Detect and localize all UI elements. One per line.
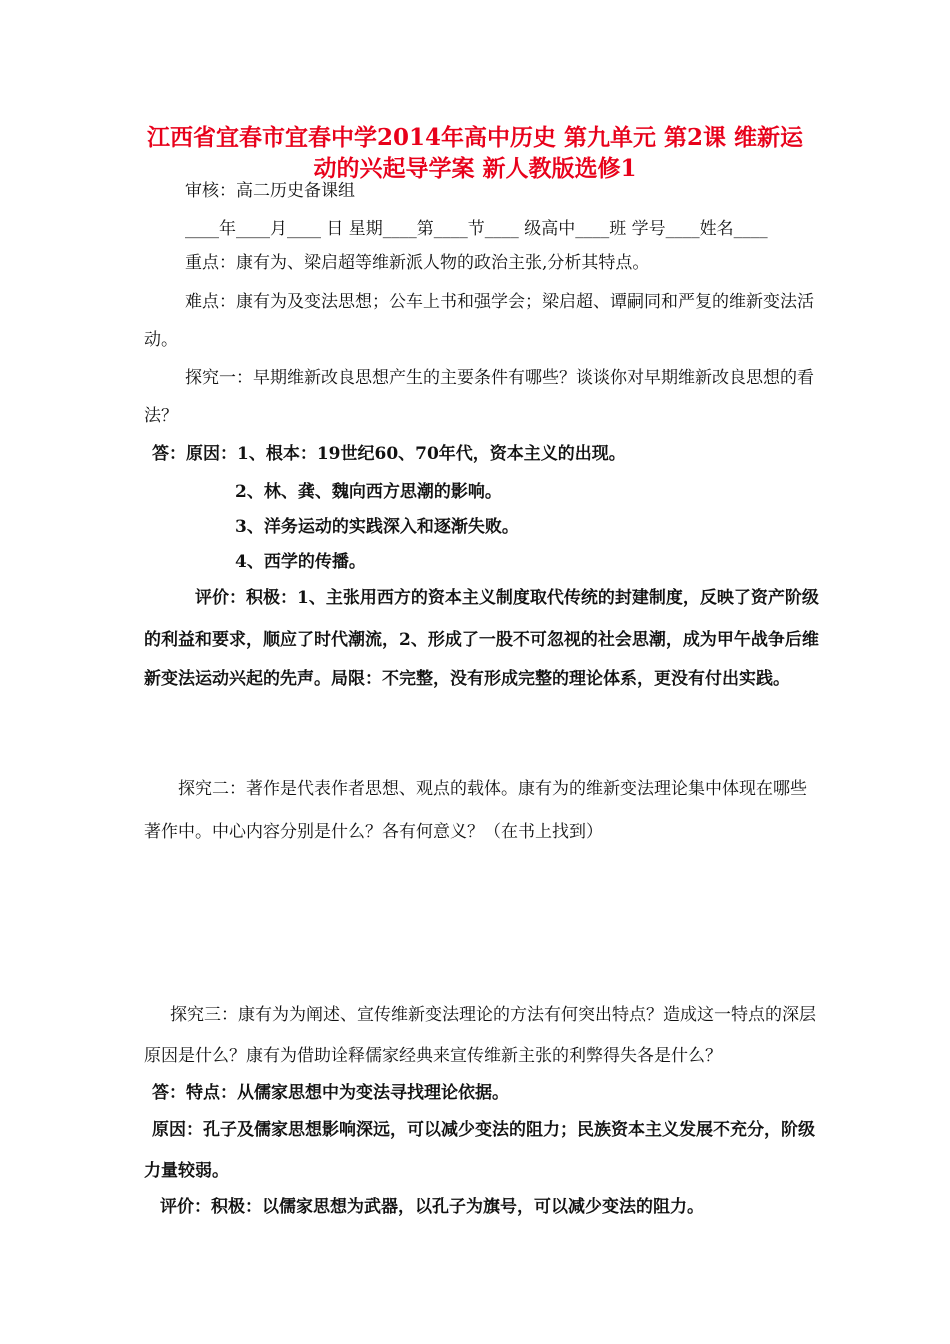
inquiry1-evaluation-line-1: 评价：积极：1、主张用西方的资本主义制度取代传统的封建制度，反映了资产阶级 bbox=[195, 588, 819, 608]
inquiry1-evaluation-line-2: 的利益和要求，顺应了时代潮流，2、形成了一股不可忽视的社会思潮，成为甲午战争后维 bbox=[144, 630, 819, 650]
inquiry1-reason-3: 3、洋务运动的实践深入和逐渐失败。 bbox=[235, 517, 519, 537]
inquiry3-question-line-2: 原因是什么？康有为借助诠释儒家经典来宣传维新主张的利弊得失各是什么？ bbox=[144, 1046, 722, 1066]
title-line-1: 江西省宜春市宜春中学2014年高中历史 第九单元 第2课 维新运 bbox=[146, 124, 804, 151]
difficulty-line-2: 动。 bbox=[144, 330, 178, 350]
title-line-2: 动的兴起导学案 新人教版选修1 bbox=[313, 155, 637, 182]
inquiry1-reason-2: 2、林、龚、魏向西方思潮的影响。 bbox=[235, 482, 502, 502]
inquiry2-line-2: 著作中。中心内容分别是什么？各有何意义？（在书上找到） bbox=[144, 822, 603, 842]
inquiry3-question-line-1: 探究三：康有为为阐述、宣传维新变法理论的方法有何突出特点？造成这一特点的深层 bbox=[170, 1005, 816, 1025]
inquiry1-answer: 答：原因：1、根本：19世纪60、70年代，资本主义的出现。 bbox=[152, 444, 626, 464]
inquiry3-evaluation: 评价：积极：以儒家思想为武器，以孔子为旗号，可以减少变法的阻力。 bbox=[160, 1197, 704, 1217]
inquiry3-reason-line-1: 原因：孔子及儒家思想影响深远，可以减少变法的阻力；民族资本主义发展不充分，阶级 bbox=[152, 1120, 815, 1140]
inquiry2-line-1: 探究二：著作是代表作者思想、观点的载体。康有为的维新变法理论集中体现在哪些 bbox=[178, 779, 807, 799]
document-title bbox=[120, 122, 830, 184]
inquiry3-reason-line-2: 力量较弱。 bbox=[144, 1161, 229, 1181]
inquiry1-question-line-2: 法？ bbox=[144, 406, 178, 426]
key-point: 重点：康有为、梁启超等维新派人物的政治主张,分析其特点。 bbox=[185, 253, 650, 273]
student-info-line: ____年____月____ 日 星期____第____节____ 级高中____班 学号____姓名____ bbox=[185, 219, 768, 239]
reviewer-line: 审核：高二历史备课组 bbox=[185, 181, 355, 201]
inquiry1-evaluation-line-3: 新变法运动兴起的先声。局限：不完整，没有形成完整的理论体系，更没有付出实践。 bbox=[144, 669, 790, 689]
difficulty-line-1: 难点：康有为及变法思想；公车上书和强学会；梁启超、谭嗣同和严复的维新变法活 bbox=[185, 292, 814, 312]
inquiry1-reason-4: 4、西学的传播。 bbox=[235, 552, 366, 572]
inquiry1-question-line-1: 探究一：早期维新改良思想产生的主要条件有哪些？谈谈你对早期维新改良思想的看 bbox=[185, 368, 814, 388]
inquiry3-answer: 答：特点：从儒家思想中为变法寻找理论依据。 bbox=[152, 1083, 509, 1103]
